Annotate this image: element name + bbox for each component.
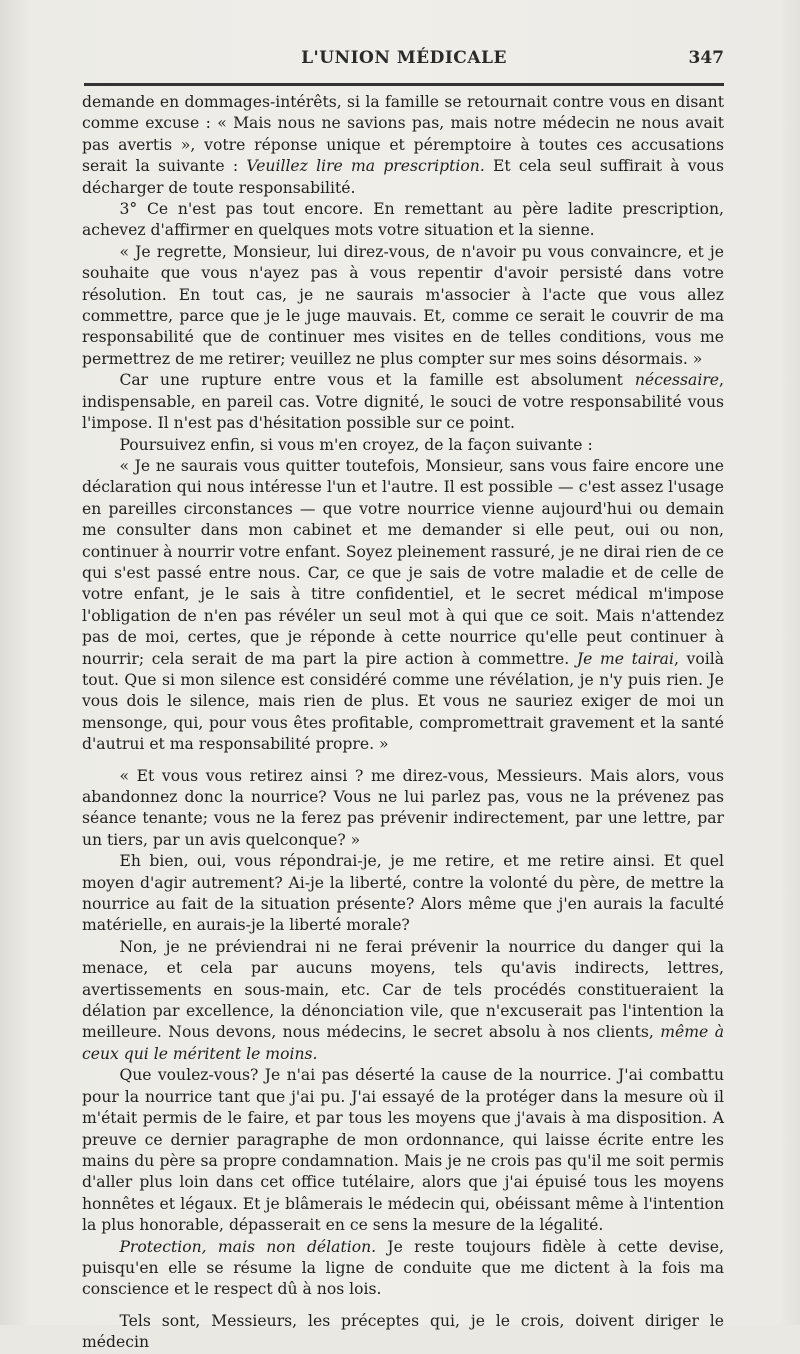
- journal-title: L'UNION MÉDICALE: [301, 48, 507, 68]
- text-run: Je reste toujours fidèle à cette devise, puisqu'en elle se résume la ligne de conduite que me dictent à la fois ma conscience et le respect dû à nos lois.: [82, 1237, 724, 1299]
- running-header: [84, 48, 724, 74]
- paragraph: [82, 937, 724, 1065]
- text-run: , indispensable, en pareil cas. Votre dignité, le souci de votre responsabilité vous l'impose. Il n'est pas d'hésitation possible sur ce point.: [82, 371, 724, 433]
- paragraph: [82, 370, 724, 434]
- text-run: , voilà tout. Que si mon silence est considéré comme une révélation, je n'y puis rien. Je vous dois le silence, mais rien de plus. Et vous ne sauriez exiger de moi un mensonge, qui, pour vous êtes profitable, compromettrait gravement et la santé d'autrui et ma responsabilité propre. »: [82, 649, 724, 754]
- paragraph: [82, 456, 724, 756]
- text-run: Tels sont, Messieurs, les préceptes qui, je le crois, doivent diriger le médecin: [82, 1311, 724, 1352]
- body-text: [82, 92, 724, 1354]
- italic-text: nécessaire: [634, 371, 720, 390]
- header-rule: [84, 83, 724, 86]
- text-run: « Et vous vous retirez ainsi ? me direz-vous, Messieurs. Mais alors, vous abandonnez donc la nourrice? Vous ne lui parlez pas, vous ne la prévenez pas séance tenante; vous ne la ferez pas prévenir indirectement, par une lettre, par un tiers, par un avis quelconque? »: [82, 766, 724, 849]
- text-run: Poursuivez enfin, si vous m'en croyez, de la façon suivante :: [119, 435, 593, 454]
- paragraph: [82, 1311, 724, 1354]
- italic-text: Protection, mais non délation.: [119, 1237, 377, 1256]
- paragraph: [82, 1065, 724, 1236]
- text-run: « Je regrette, Monsieur, lui direz-vous, de n'avoir pu vous convaincre, et je souhaite que vous n'ayez pas à vous repentir d'avoir persisté dans votre résolution. En tout cas, je ne saurais m'associer à l'acte que vous allez commettre, parce que je le juge mauvais. Et, comme ce serait le couvrir de ma responsabilité que de continuer mes visites en de telles conditions, vous me permettrez de me retirer; veuillez ne plus compter sur mes soins désormais. »: [82, 242, 724, 368]
- page-number: 347: [688, 48, 724, 68]
- paragraph: [82, 1237, 724, 1301]
- text-run: Eh bien, oui, vous répondrai-je, je me retire, et me retire ainsi. Et quel moyen d'agir autrement? Ai-je la liberté, contre la volonté du père, de mettre la nourrice au fait de la situation présente? Alors même que j'en aurais la faculté matérielle, en aurais-je la liberté morale?: [82, 852, 724, 935]
- italic-text: même à ceux qui le méritent le moins.: [82, 1023, 724, 1063]
- italic-text: Je me tairai: [576, 649, 674, 668]
- paragraph: [82, 199, 724, 242]
- text-run: Non, je ne préviendrai ni ne ferai prévenir la nourrice du danger qui la menace, et cela par aucuns moyens, tels qu'avis indirects, lettres, avertissements en sous-main, etc. Car de tels procédés constitueraient la délation par excellence, la dénonciation vile, que n'excuserait pas l'intention la meilleure. Nous devons, nous médecins, le secret absolu à nos clients,: [82, 937, 724, 1042]
- paragraph: [82, 851, 724, 937]
- paragraph: [82, 435, 724, 456]
- paragraph: [82, 242, 724, 370]
- text-run: « Je ne saurais vous quitter toutefois, Monsieur, sans vous faire encore une déclaration qui nous intéresse l'un et l'autre. Il est possible — c'est assez l'usage en pareilles circonstances — que votre nourrice vienne aujourd'hui ou demain me consulter dans mon cabinet et me demander si elle peut, oui ou non, continuer à nourrir votre enfant. Soyez pleinement rassuré, je ne dirai rien de ce qui s'est passé entre nous. Car, ce que je sais de votre maladie et de celle de votre enfant, je le sais à titre confidentiel, et le secret médical m'impose l'obligation de n'en pas révéler un seul mot à qui que ce soit. Mais n'attendez pas de moi, certes, que je réponde à cette nourrice qu'elle peut continuer à nourrir; cela serait de ma part la pire action à commettre.: [82, 456, 724, 668]
- italic-text: Veuillez lire ma prescription.: [246, 157, 485, 176]
- text-run: Et cela seul suffirait à vous décharger de toute responsabilité.: [82, 157, 724, 197]
- text-run: Car une rupture entre vous et la famille est absolument: [119, 371, 635, 390]
- text-run: Que voulez-vous? Je n'ai pas déserté la cause de la nourrice. J'ai combattu pour la nourrice tant que j'ai pu. J'ai essayé de la protéger dans la mesure où il m'était permis de le faire, et par tous les moyens que j'avais à ma disposition. A preuve ce dernier paragraphe de mon ordonnance, qui laisse écrite entre les mains du père sa propre condamnation. Mais je ne crois pas qu'il me soit permis d'aller plus loin dans cet office tutélaire, alors que j'ai épuisé tous les moyens honnêtes et légaux. Et je blâmerais le médecin qui, obéissant même à l'intention la plus honorable, dépasserait en ce sens la mesure de la légalité.: [82, 1066, 724, 1235]
- text-run: 3° Ce n'est pas tout encore. En remettant au père ladite prescription, achevez d'affirmer en quelques mots votre situation et la sienne.: [82, 200, 724, 240]
- text-run: demande en dommages-intérêts, si la famille se retournait contre vous en disant comme excuse : « Mais nous ne savions pas, mais notre médecin ne nous avait pas avertis », votre réponse unique et péremptoire à toutes ces accusations serait la suivante :: [82, 93, 724, 176]
- paragraph: [82, 766, 724, 852]
- paragraph: [82, 92, 724, 199]
